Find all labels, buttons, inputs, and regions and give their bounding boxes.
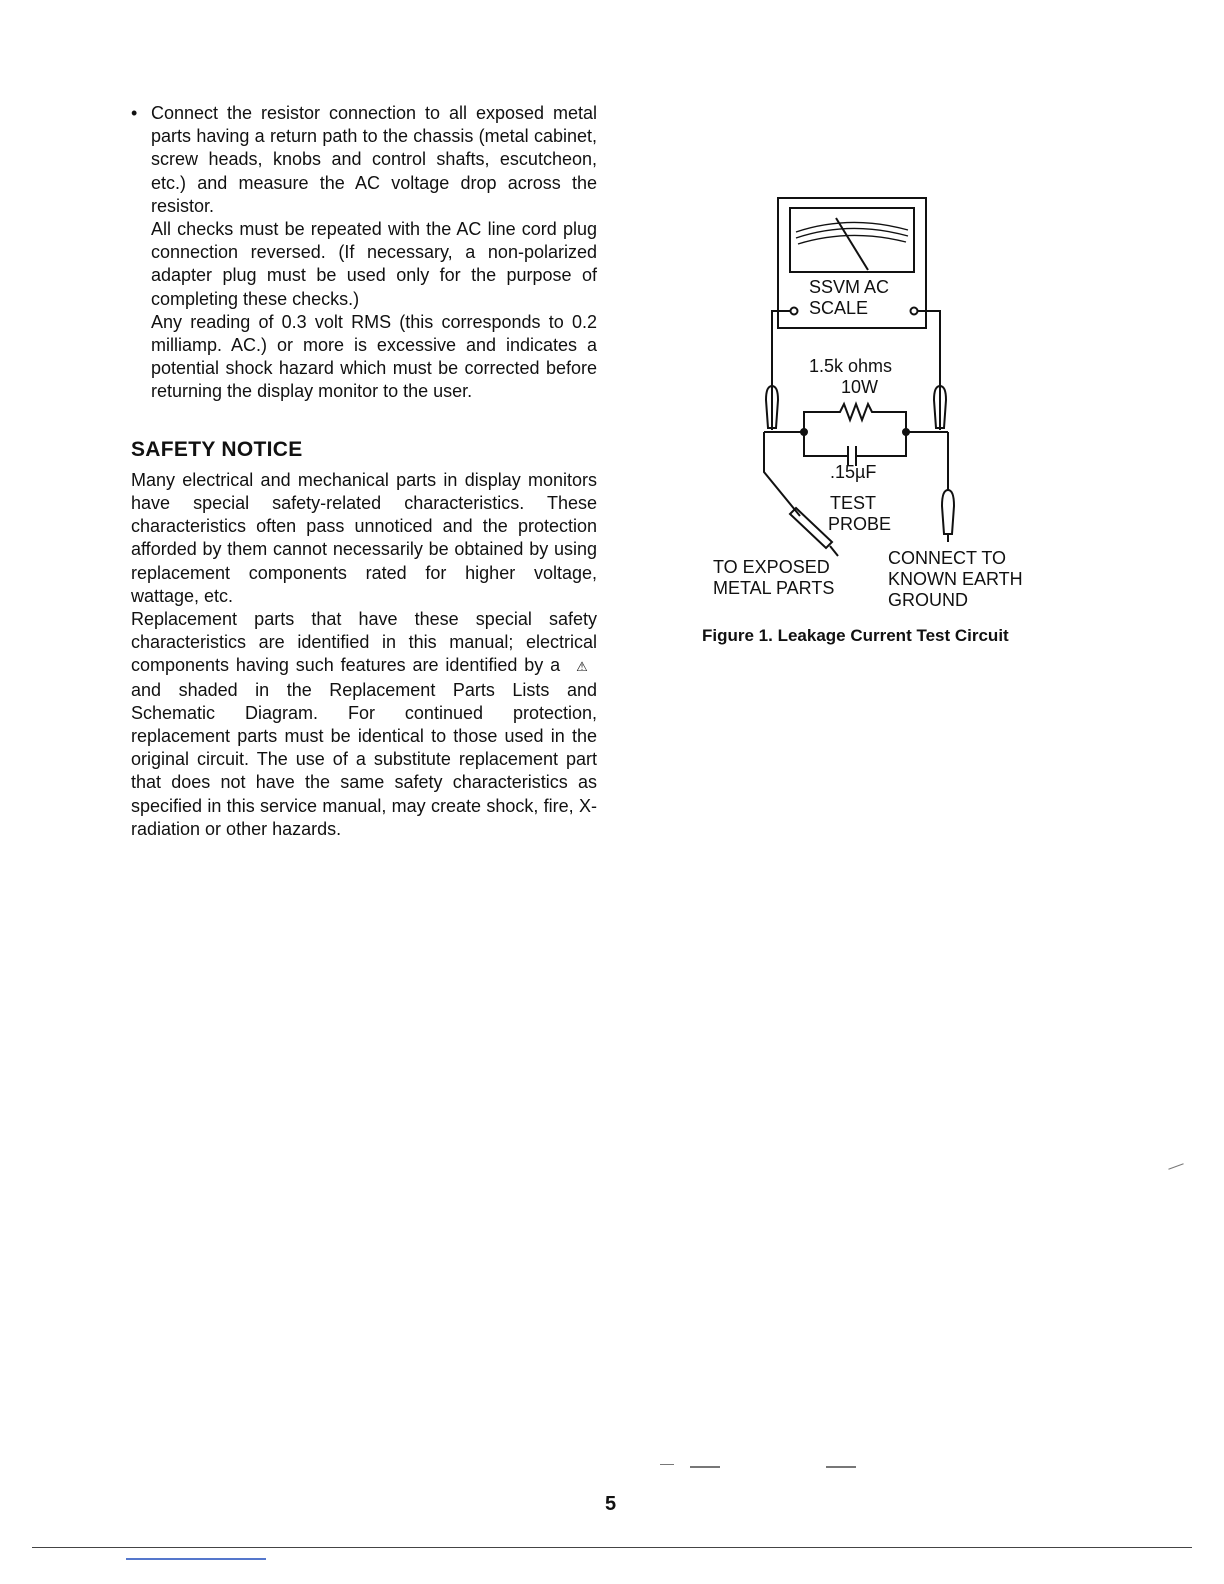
exposed-parts-label-line1: TO EXPOSED	[713, 557, 830, 577]
leakage-test-circuit-diagram	[700, 190, 1060, 620]
figure-caption: Figure 1. Leakage Current Test Circuit	[702, 626, 1009, 645]
meter-label-line1: SSVM AC	[809, 277, 890, 297]
safety-paragraph-1: Many electrical and mechanical parts in display monitors have special safety-related characteristics. These characteristics often pass unnoticed and the protection afforded by them cannot necessarily be obtained by using replacement components rated for higher voltage, wattage, etc.	[131, 469, 597, 606]
bullet-marker: •	[131, 103, 138, 123]
bottom-blue-line	[126, 1558, 266, 1560]
test-probe	[790, 508, 832, 548]
ground-clip	[942, 490, 954, 534]
safety-paragraph-2-end: and shaded in the Replacement Parts Lists and Schematic Diagram. For continued protection, replacement parts must be identical to those used in the original circuit. The use of a substitute replacement part that does not have the same safety characteristics as specified in this service manual, may create shock, fire, X-radiation or other hazards.	[131, 679, 597, 839]
meter-needle	[836, 218, 868, 270]
main-text-column	[131, 102, 597, 841]
earth-ground-label-line2: KNOWN EARTH	[888, 569, 1023, 589]
safety-paragraph-2	[131, 608, 597, 841]
probe-label-line2: PROBE	[828, 514, 892, 534]
reverse-plug-paragraph: All checks must be repeated with the AC line cord plug connection reversed. (If necessary, a non-polarized adapter plug must be used only for the purpose of completing these checks.)	[151, 219, 597, 309]
probe-label-line1: TEST	[830, 493, 877, 513]
safety-paragraph-2-start: Replacement parts that have these special safety characteristics are identified in this manual; electrical components having such features are identified by a	[131, 609, 597, 676]
bullet-item	[131, 102, 597, 404]
scan-speck	[826, 1466, 856, 1468]
resistor-value: 1.5k ohms	[809, 356, 893, 376]
probe-wire	[764, 432, 800, 516]
warning-triangle-icon: ⚠	[576, 659, 588, 675]
scan-speck	[690, 1466, 720, 1468]
exposed-parts-label-line2: METAL PARTS	[713, 578, 835, 598]
right-terminal	[911, 308, 918, 315]
safety-notice-heading: SAFETY NOTICE	[131, 437, 303, 461]
resistor-wattage: 10W	[841, 377, 879, 397]
excessive-reading-paragraph: Any reading of 0.3 volt RMS (this corresponds to 0.2 milliamp. AC.) or more is excessive and indicates a potential shock hazard which must be corrected before returning the display monitor to the user.	[151, 311, 597, 402]
earth-ground-label-line3: GROUND	[888, 590, 968, 610]
bullet-text: Connect the resistor connection to all exposed metal parts having a return path to the chassis (metal cabinet, screw heads, knobs and control shafts, escutcheon, etc.) and measure the AC voltage drop across the resistor.	[151, 103, 597, 216]
earth-ground-label-line1: CONNECT TO	[888, 548, 1007, 568]
bottom-rule	[32, 1547, 1192, 1548]
meter-label-line2: SCALE	[809, 298, 869, 318]
capacitor-value: .15µF	[830, 462, 877, 482]
page-number: 5	[605, 1493, 617, 1515]
left-terminal	[791, 308, 798, 315]
scan-speck	[1168, 1163, 1183, 1169]
scan-speck	[660, 1464, 674, 1465]
resistor	[804, 404, 906, 432]
